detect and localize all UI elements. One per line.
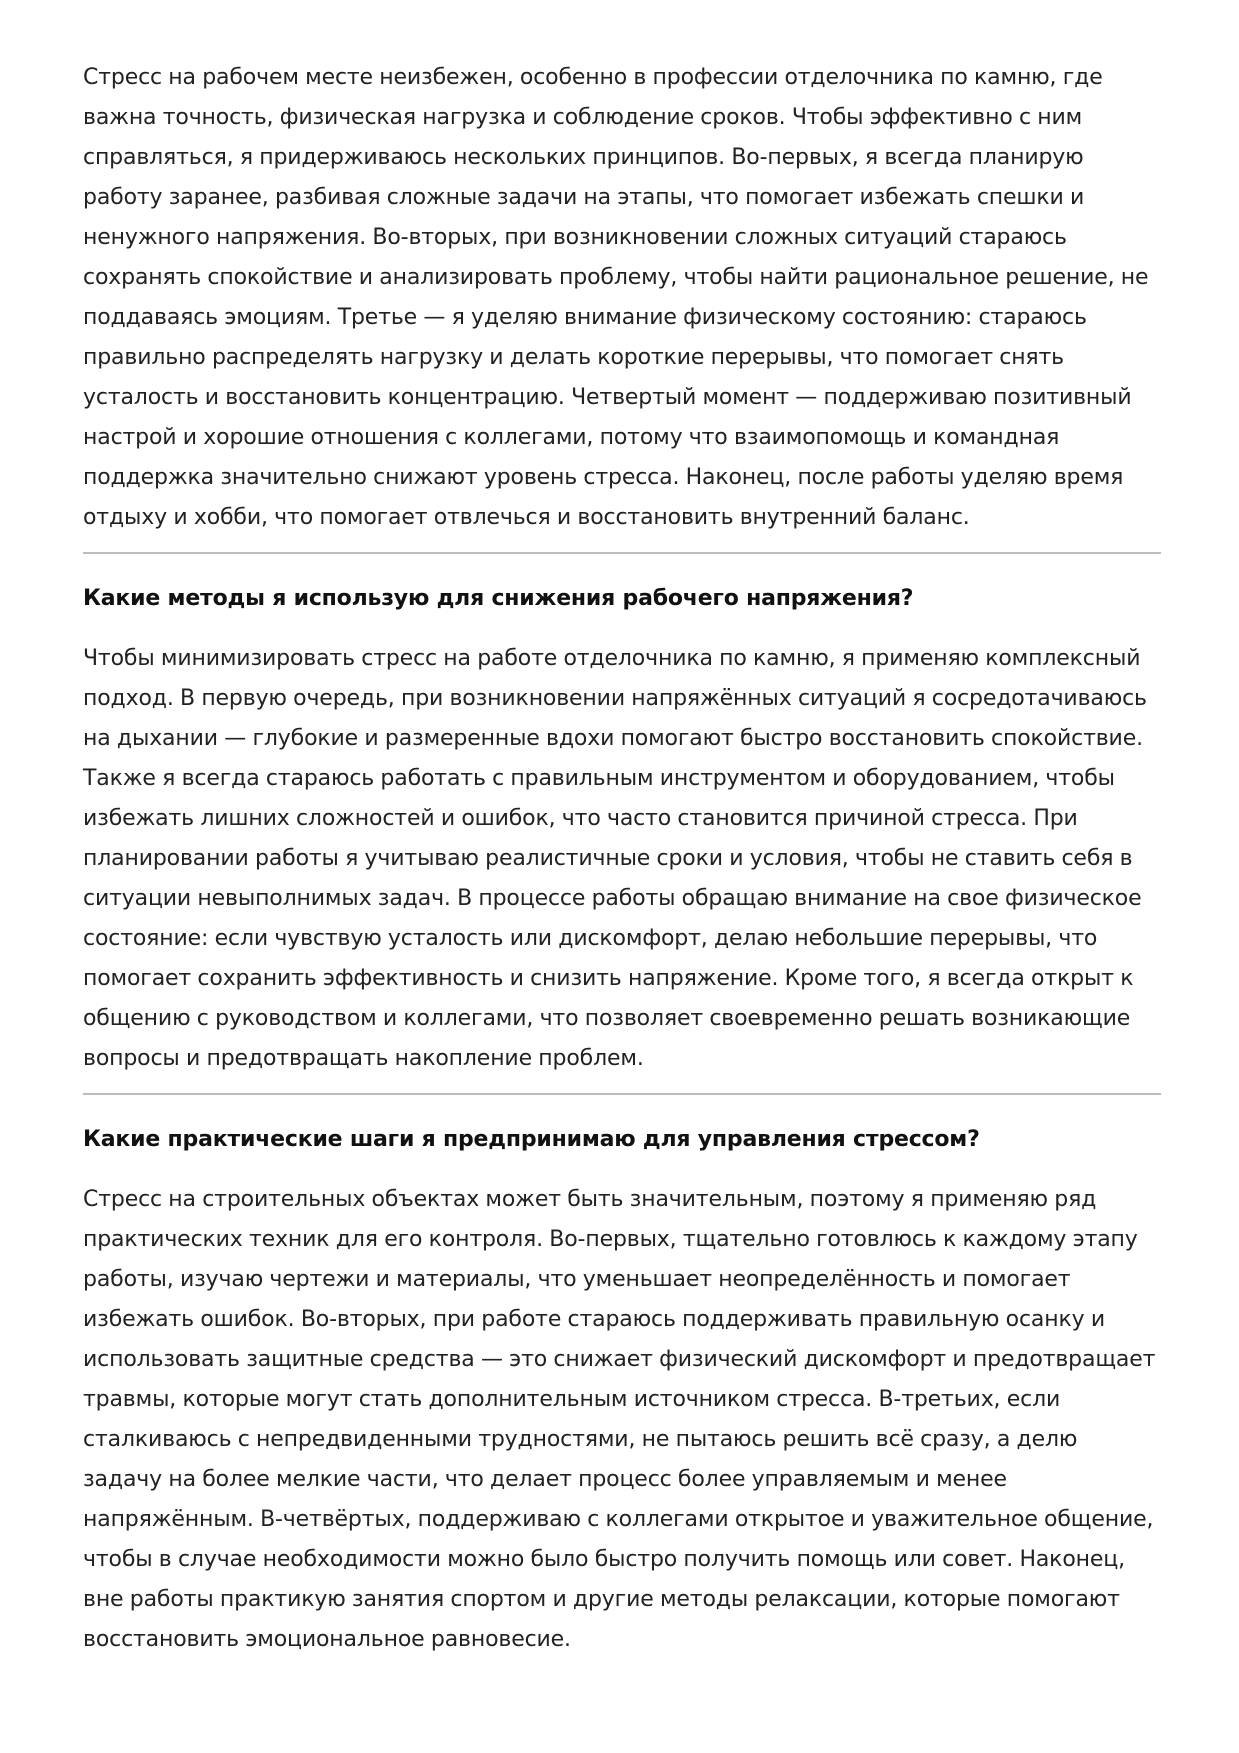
section-divider [83, 1093, 1161, 1095]
methods-paragraph: Чтобы минимизировать стресс на работе отделочника по камню, я применяю комплексный подход. В первую очередь, при возникновении напряжённых ситуаций я сосредотачиваюсь на дыхании — глубокие и размеренные вдохи помогают быстро восстановить спокойствие. Также я всегда стараюсь работать с правильным инструментом и оборудованием, чтобы избежать лишних сложностей и ошибок, что часто становится причиной стресса. При планировании работы я учитываю реалистичные сроки и условия, чтобы не ставить себя в ситуации невыполнимых задач. В процессе работы обращаю внимание на свое физическое состояние: если чувствую усталость или дискомфорт, делаю небольшие перерывы, что помогает сохранить эффективность и снизить напряжение. Кроме того, я всегда открыт к общению с руководством и коллегами, что позволяет своевременно решать возникающие вопросы и предотвращать накопление проблем. [83, 646, 1147, 1071]
section-heading-practical-steps: Какие практические шаги я предпринимаю для управления стрессом? [83, 1127, 980, 1152]
intro-paragraph: Стресс на рабочем месте неизбежен, особенно в профессии отделочника по камню, где важна точность, физическая нагрузка и соблюдение сроков. Чтобы эффективно с ним справляться, я придерживаюсь нескольких принципов. Во-первых, я всегда планирую работу заранее, разбивая сложные задачи на этапы, что помогает избежать спешки и ненужного напряжения. Во-вторых, при возникновении сложных ситуаций стараюсь сохранять спокойствие и анализировать проблему, чтобы найти рациональное решение, не поддаваясь эмоциям. Третье — я уделяю внимание физическому состоянию: стараюсь правильно распределять нагрузку и делать короткие перерывы, что помогает снять усталость и восстановить концентрацию. Четвертый момент — поддерживаю позитивный настрой и хорошие отношения с коллегами, потому что взаимопомощь и командная поддержка значительно снижают уровень стресса. Наконец, после работы уделяю время отдыху и хобби, что помогает отвлечься и восстановить внутренний баланс. [83, 65, 1149, 530]
section-divider [83, 552, 1161, 554]
document-page [83, 58, 1161, 1660]
section-heading-methods: Какие методы я использую для снижения рабочего напряжения? [83, 586, 914, 611]
practical-steps-paragraph: Стресс на строительных объектах может быть значительным, поэтому я применяю ряд практических техник для его контроля. Во-первых, тщательно готовлюсь к каждому этапу работы, изучаю чертежи и материалы, что уменьшает неопределённость и помогает избежать ошибок. Во-вторых, при работе стараюсь поддерживать правильную осанку и использовать защитные средства — это снижает физический дискомфорт и предотвращает травмы, которые могут стать дополнительным источником стресса. В-третьих, если сталкиваюсь с непредвиденными трудностями, не пытаюсь решить всё сразу, а делю задачу на более мелкие части, что делает процесс более управляемым и менее напряжённым. В-четвёртых, поддерживаю с коллегами открытое и уважительное общение, чтобы в случае необходимости можно было быстро получить помощь или совет. Наконец, вне работы практикую занятия спортом и другие методы релаксации, которые помогают восстановить эмоциональное равновесие. [83, 1187, 1156, 1652]
